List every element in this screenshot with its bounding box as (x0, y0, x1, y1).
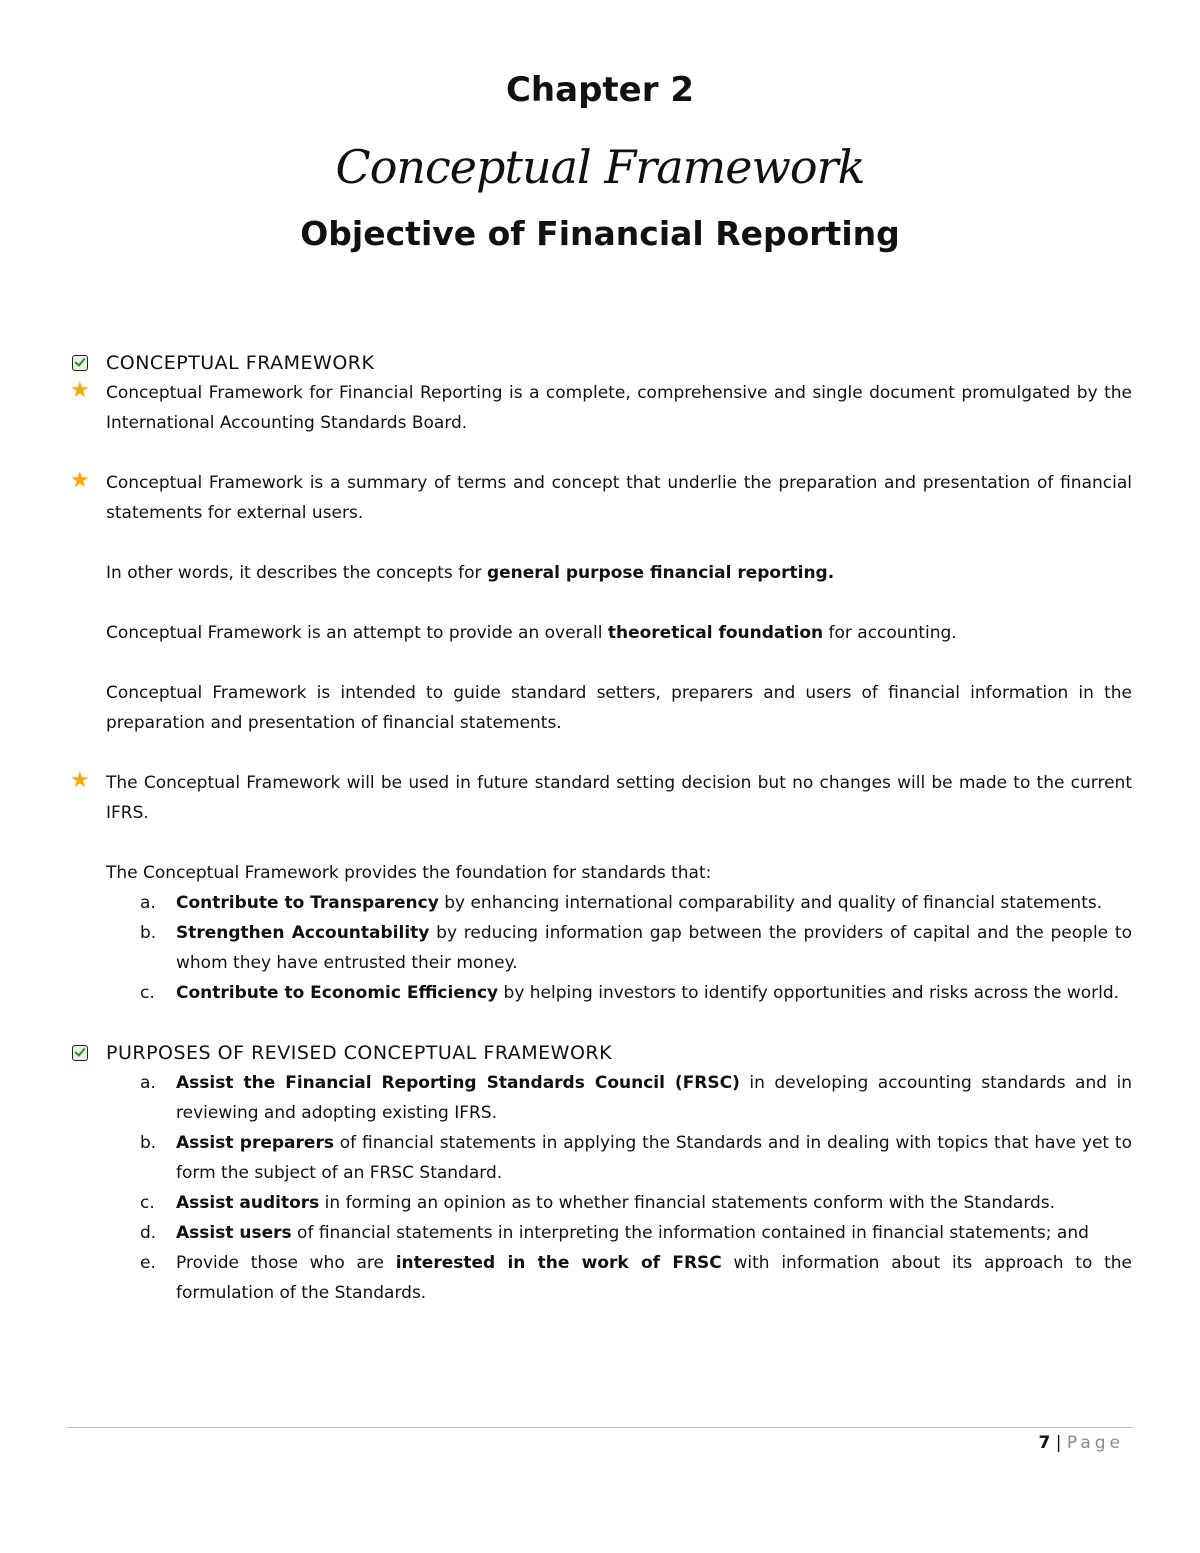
list-item (70, 1248, 1132, 1308)
section-heading-text: CONCEPTUAL FRAMEWORK (106, 352, 375, 374)
list-text: by enhancing international comparability and quality of financial statements. (438, 893, 1103, 913)
footer-separator: | (1055, 1433, 1062, 1453)
list-text: Provide those who are (176, 1253, 396, 1273)
bold-phrase: Assist users (176, 1223, 292, 1243)
list-text: in forming an opinion as to whether financial statements conform with the Standards. (319, 1193, 1056, 1213)
bold-phrase: Assist preparers (176, 1133, 334, 1153)
star-bullet-text: Conceptual Framework is a summary of terms and concept that underlie the preparation and presentation of financial statements for external users. (106, 473, 1132, 523)
footer-divider (68, 1427, 1132, 1428)
bold-phrase: theoretical foundation (607, 623, 824, 643)
section-heading-conceptual-framework (70, 348, 1132, 378)
list-letter: c. (140, 1193, 155, 1213)
list-text: by reducing information gap between the providers of capital and the people to whom they have entrusted their money. (176, 923, 1132, 973)
chapter-heading: Chapter 2 (505, 70, 694, 110)
paragraph-provides-foundation: The Conceptual Framework provides the foundation for standards that: (106, 863, 712, 883)
paragraph-in-other-words (70, 558, 1132, 588)
bold-phrase: Strengthen Accountability (176, 923, 430, 943)
checkbox-icon (72, 1045, 88, 1061)
list-letter: e. (140, 1253, 156, 1273)
paragraph-text: In other words, it describes the concepts for (106, 563, 487, 583)
star-bullet-text: The Conceptual Framework will be used in future standard setting decision but no changes will be made to the current IFRS. (106, 773, 1132, 823)
list-item (70, 1068, 1132, 1128)
list-item (70, 1188, 1132, 1218)
list-letter: a. (140, 893, 156, 913)
star-bullet-text: Conceptual Framework for Financial Reporting is a complete, comprehensive and single document promulgated by the International Accounting Standards Board. (106, 383, 1132, 433)
purposes-list (70, 1068, 1132, 1308)
list-item (70, 978, 1132, 1008)
document-body (70, 348, 1132, 1308)
section-heading-text: PURPOSES OF REVISED CONCEPTUAL FRAMEWORK (106, 1042, 613, 1064)
star-icon: ★ (70, 768, 90, 793)
list-item (70, 1128, 1132, 1188)
section-heading-purposes (70, 1038, 1132, 1068)
paragraph-text: Conceptual Framework is an attempt to provide an overall (106, 623, 608, 643)
list-letter: d. (140, 1223, 157, 1243)
bold-phrase: interested in the work of FRSC (395, 1253, 722, 1273)
bold-phrase: Assist auditors (176, 1193, 320, 1213)
list-text: by helping investors to identify opportunities and risks across the world. (498, 983, 1120, 1003)
paragraph-text: for accounting. (823, 623, 957, 643)
checkbox-icon (72, 355, 88, 371)
paragraph-intended-to-guide: Conceptual Framework is intended to guide standard setters, preparers and users of financial information in the preparation and presentation of financial statements. (106, 683, 1132, 733)
star-bullet-2 (70, 468, 1132, 528)
list-text: of financial statements in interpreting the information contained in financial statements; and (291, 1223, 1089, 1243)
foundation-list (70, 888, 1132, 1008)
star-icon: ★ (70, 378, 90, 403)
list-text: in developing accounting standards and in reviewing and adopting existing IFRS. (176, 1073, 1132, 1123)
bold-phrase: Assist the Financial Reporting Standards Council (FRSC) (176, 1073, 740, 1093)
list-item (70, 918, 1132, 978)
script-title: Conceptual Framework (335, 140, 865, 194)
paragraph-theoretical-foundation (70, 618, 1132, 648)
list-item (70, 888, 1132, 918)
list-letter: b. (140, 1133, 157, 1153)
page-footer (1038, 1433, 1124, 1453)
star-icon: ★ (70, 468, 90, 493)
page-number: 7 (1038, 1433, 1051, 1453)
list-letter: b. (140, 923, 157, 943)
bold-phrase: Contribute to Transparency (176, 893, 439, 913)
star-bullet-3 (70, 768, 1132, 828)
bold-phrase: Contribute to Economic Efficiency (176, 983, 499, 1003)
list-item (70, 1218, 1132, 1248)
list-letter: c. (140, 983, 155, 1003)
star-bullet-1 (70, 378, 1132, 438)
page-word: Page (1066, 1433, 1124, 1453)
list-letter: a. (140, 1073, 156, 1093)
bold-phrase: general purpose financial reporting. (486, 563, 835, 583)
page-subtitle: Objective of Financial Reporting (300, 214, 900, 253)
list-text: with information about its approach to the formulation of the Standards. (176, 1253, 1133, 1303)
list-text: of financial statements in applying the Standards and in dealing with topics that have yet to form the subject of an FRSC Standard. (176, 1133, 1132, 1183)
